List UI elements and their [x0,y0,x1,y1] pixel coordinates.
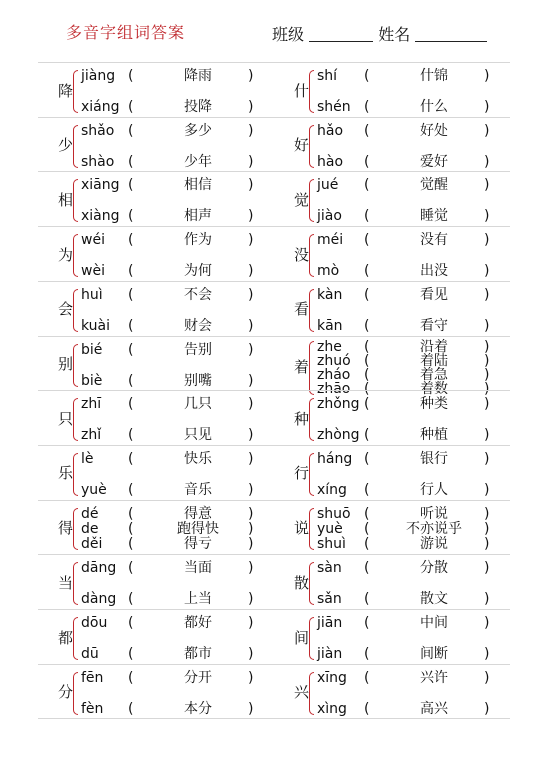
polyphone-character: 什 [294,81,310,100]
close-paren: ) [248,232,254,249]
close-paren: ) [484,646,490,662]
polyphone-character: 觉 [294,190,310,209]
brace-bracket [309,672,314,715]
pinyin-reading: shuō [317,505,351,522]
open-paren: ( [128,700,134,717]
open-paren: ( [364,263,370,280]
close-paren: ) [248,341,254,358]
pinyin-reading: zháo [317,366,351,383]
close-paren: ) [248,615,254,631]
open-paren: ( [128,591,134,608]
pinyin-reading: wèi [81,263,105,280]
row-divider [38,390,510,391]
close-paren: ) [248,481,254,498]
pinyin-reading: zhuó [317,352,351,369]
pinyin-reading: xìng [317,700,347,717]
open-paren: ( [128,153,134,170]
brace-bracket [73,508,78,550]
row-divider [38,62,510,63]
polyphone-character: 得 [58,518,74,537]
example-word: 种植 [420,427,448,444]
close-paren: ) [248,208,254,225]
pinyin-reading: shén [317,99,351,115]
example-word: 看见 [420,286,448,303]
example-word: 少年 [184,153,212,170]
example-word: 什么 [420,99,448,115]
polyphone-entry [38,281,274,336]
pinyin-reading: sàn [317,560,342,577]
open-paren: ( [364,481,370,498]
open-paren: ( [364,208,370,225]
pinyin-reading: dū [81,646,99,662]
close-paren: ) [484,427,490,444]
pinyin-reading: kàn [317,286,343,303]
row-divider [38,718,510,719]
pinyin-reading: bié [81,341,103,358]
close-paren: ) [484,68,490,84]
brace-bracket [309,234,314,277]
pinyin-reading: zhāo [317,380,351,397]
open-paren: ( [128,646,134,662]
polyphone-character: 说 [294,518,310,537]
brace-bracket [73,234,78,277]
example-word: 别嘴 [184,372,212,389]
close-paren: ) [248,535,254,552]
example-word: 跑得快 [177,520,219,537]
brace-bracket [73,289,78,332]
example-word: 财会 [184,317,212,334]
open-paren: ( [128,560,134,577]
pinyin-reading: hào [317,153,344,170]
close-paren: ) [484,505,490,522]
open-paren: ( [364,338,370,355]
close-paren: ) [484,591,490,608]
brace-bracket [73,344,78,387]
pinyin-reading: jiào [317,208,342,225]
brace-bracket [309,341,314,395]
brace-bracket [309,125,314,168]
open-paren: ( [128,286,134,303]
polyphone-entry [274,226,510,281]
polyphone-character: 降 [58,81,74,100]
example-word: 看守 [420,317,448,334]
close-paren: ) [484,535,490,552]
polyphone-character: 看 [294,300,310,319]
open-paren: ( [128,232,134,249]
polyphone-entry [274,117,510,172]
example-word: 相声 [184,208,212,225]
open-paren: ( [364,396,370,413]
row-divider [38,171,510,172]
brace-bracket [309,179,314,222]
close-paren: ) [248,505,254,522]
pinyin-reading: dé [81,505,99,522]
pinyin-reading: xiāng [81,177,120,194]
example-word: 兴许 [420,669,448,686]
close-paren: ) [484,669,490,686]
open-paren: ( [364,535,370,552]
example-word: 上当 [184,591,212,608]
pinyin-reading: yuè [81,481,107,498]
polyphone-character: 没 [294,245,310,264]
polyphone-entry [274,171,510,226]
close-paren: ) [484,450,490,467]
brace-bracket [309,70,314,113]
close-paren: ) [248,153,254,170]
example-word: 爱好 [420,153,448,170]
close-paren: ) [248,591,254,608]
example-word: 觉醒 [420,177,448,194]
pinyin-reading: děi [81,535,103,552]
pinyin-reading: shuì [317,535,346,552]
close-paren: ) [484,122,490,139]
example-word: 不亦说乎 [406,520,462,537]
close-paren: ) [484,615,490,631]
example-word: 音乐 [184,481,212,498]
polyphone-entry [38,390,274,445]
open-paren: ( [128,615,134,631]
pinyin-reading: jué [317,177,339,194]
brace-bracket [309,453,314,496]
polyphone-entry [38,117,274,172]
example-word: 告别 [184,341,212,358]
pinyin-reading: jiàn [317,646,343,662]
pinyin-reading: zhǐ [81,427,102,444]
example-word: 高兴 [420,700,448,717]
brace-bracket [309,562,314,605]
brace-bracket [73,453,78,496]
example-word: 中间 [420,615,448,631]
polyphone-character: 只 [58,409,74,428]
polyphone-character: 为 [58,245,74,264]
example-word: 听说 [420,505,448,522]
close-paren: ) [484,481,490,498]
open-paren: ( [364,286,370,303]
polyphone-character: 当 [58,573,74,592]
close-paren: ) [248,122,254,139]
polyphone-entry [274,390,510,445]
name-label: 姓名 [378,25,411,44]
pinyin-reading: jiān [317,615,343,631]
pinyin-reading: wéi [81,232,105,249]
brace-bracket [73,70,78,113]
open-paren: ( [364,122,370,139]
pinyin-reading: fēn [81,669,104,686]
open-paren: ( [364,560,370,577]
open-paren: ( [128,208,134,225]
example-word: 作为 [184,232,212,249]
name-blank[interactable] [415,27,487,42]
pinyin-reading: kuài [81,317,111,334]
open-paren: ( [128,372,134,389]
open-paren: ( [128,122,134,139]
pinyin-reading: yuè [317,520,343,537]
row-divider [38,226,510,227]
polyphone-entry [38,664,274,719]
close-paren: ) [484,560,490,577]
polyphone-character: 间 [294,628,310,647]
close-paren: ) [248,669,254,686]
close-paren: ) [248,286,254,303]
example-word: 投降 [184,99,212,115]
example-word: 游说 [420,535,448,552]
class-label: 班级 [272,25,305,44]
brace-bracket [73,672,78,715]
example-word: 着陆 [420,352,448,369]
open-paren: ( [364,232,370,249]
close-paren: ) [484,338,490,355]
close-paren: ) [248,372,254,389]
pinyin-reading: méi [317,232,344,249]
brace-bracket [309,508,314,550]
pinyin-reading: shào [81,153,115,170]
polyphone-character: 少 [58,136,74,155]
close-paren: ) [484,352,490,369]
pinyin-reading: xīng [317,669,347,686]
pinyin-reading: zhe [317,338,342,355]
pinyin-reading: dōu [81,615,108,631]
polyphone-entry [274,609,510,664]
brace-bracket [73,562,78,605]
pinyin-reading: shǎo [81,122,115,139]
open-paren: ( [364,317,370,334]
close-paren: ) [484,153,490,170]
polyphone-entry [38,226,274,281]
open-paren: ( [128,263,134,280]
open-paren: ( [128,427,134,444]
open-paren: ( [128,396,134,413]
example-word: 当面 [184,560,212,577]
polyphone-entry [38,336,274,391]
polyphone-character: 相 [58,190,74,209]
example-word: 分开 [184,669,212,686]
page-title: 多音字组词答案 [66,23,186,42]
polyphone-entry [274,336,510,397]
open-paren: ( [364,669,370,686]
open-paren: ( [364,700,370,717]
close-paren: ) [484,396,490,413]
open-paren: ( [364,153,370,170]
open-paren: ( [128,505,134,522]
close-paren: ) [484,520,490,537]
row-divider [38,664,510,665]
pinyin-reading: huì [81,286,103,303]
example-word: 间断 [420,646,448,662]
close-paren: ) [484,700,490,717]
open-paren: ( [364,427,370,444]
brace-bracket [309,289,314,332]
example-word: 行人 [420,481,448,498]
example-word: 着急 [420,366,448,383]
close-paren: ) [484,99,490,115]
close-paren: ) [248,396,254,413]
example-word: 几只 [184,396,212,413]
example-word: 降雨 [184,68,212,84]
close-paren: ) [484,366,490,383]
polyphone-entry [274,664,510,719]
example-word: 种类 [420,396,448,413]
example-word: 银行 [420,450,448,467]
pinyin-reading: de [81,520,99,537]
open-paren: ( [364,591,370,608]
close-paren: ) [484,317,490,334]
open-paren: ( [128,99,134,115]
example-word: 本分 [184,700,212,717]
polyphone-entry [38,609,274,664]
open-paren: ( [128,450,134,467]
polyphone-character: 乐 [58,464,74,483]
pinyin-reading: sǎn [317,591,342,608]
pinyin-reading: kān [317,317,343,334]
open-paren: ( [364,520,370,537]
class-blank[interactable] [309,27,373,42]
example-word: 着数 [420,380,448,397]
open-paren: ( [364,505,370,522]
polyphone-character: 会 [58,300,74,319]
polyphone-entry [38,500,274,555]
row-divider [38,609,510,610]
polyphone-character: 种 [294,409,310,428]
polyphone-entry [38,171,274,226]
pinyin-reading: hǎo [317,122,344,139]
open-paren: ( [128,669,134,686]
close-paren: ) [248,68,254,84]
pinyin-reading: mò [317,263,340,280]
row-divider [38,500,510,501]
open-paren: ( [128,177,134,194]
row-divider [38,445,510,446]
close-paren: ) [248,427,254,444]
example-word: 为何 [184,263,212,280]
polyphone-character: 好 [294,136,310,155]
open-paren: ( [128,68,134,84]
example-word: 只见 [184,427,212,444]
example-word: 睡觉 [420,208,448,225]
pinyin-reading: dàng [81,591,117,608]
example-word: 散文 [420,591,448,608]
row-divider [38,117,510,118]
pinyin-reading: xiàng [81,208,120,225]
open-paren: ( [128,317,134,334]
pinyin-reading: jiàng [81,68,116,84]
row-divider [38,281,510,282]
example-word: 得意 [184,505,212,522]
polyphone-entry [38,62,274,117]
pinyin-reading: biè [81,372,103,389]
open-paren: ( [128,535,134,552]
example-word: 都好 [184,615,212,631]
polyphone-entry [274,62,510,117]
close-paren: ) [484,177,490,194]
example-word: 分散 [420,560,448,577]
close-paren: ) [248,700,254,717]
example-word: 都市 [184,646,212,662]
pinyin-reading: zhǒng [317,396,360,413]
polyphone-entry [38,445,274,500]
open-paren: ( [364,646,370,662]
polyphone-character: 兴 [294,683,310,702]
open-paren: ( [364,99,370,115]
example-word: 好处 [420,122,448,139]
example-word: 不会 [184,286,212,303]
close-paren: ) [248,520,254,537]
close-paren: ) [484,263,490,280]
polyphone-character: 散 [294,573,310,592]
example-word: 多少 [184,122,212,139]
pinyin-reading: dāng [81,560,117,577]
close-paren: ) [248,177,254,194]
open-paren: ( [364,366,370,383]
close-paren: ) [484,286,490,303]
brace-bracket [73,398,78,441]
close-paren: ) [248,560,254,577]
polyphone-entry [38,554,274,609]
brace-bracket [73,179,78,222]
polyphone-entry [274,281,510,336]
close-paren: ) [248,99,254,115]
example-word: 出没 [420,263,448,280]
brace-bracket [73,617,78,660]
polyphone-character: 都 [58,628,74,647]
open-paren: ( [128,481,134,498]
row-divider [38,554,510,555]
pinyin-reading: zhī [81,396,102,413]
polyphone-entry [274,500,510,555]
open-paren: ( [364,352,370,369]
example-word: 得亏 [184,535,212,552]
polyphone-character: 分 [58,683,74,702]
pinyin-reading: shí [317,68,338,84]
polyphone-entry [274,445,510,500]
close-paren: ) [484,232,490,249]
pinyin-reading: xiáng [81,99,120,115]
pinyin-reading: lè [81,450,94,467]
brace-bracket [73,125,78,168]
pinyin-reading: fèn [81,700,104,717]
open-paren: ( [364,615,370,631]
close-paren: ) [248,263,254,280]
name-class-fields [272,22,487,45]
polyphone-character: 着 [294,357,310,376]
pinyin-reading: háng [317,450,353,467]
polyphone-entry [274,554,510,609]
brace-bracket [309,617,314,660]
open-paren: ( [364,450,370,467]
example-word: 什锦 [420,68,448,84]
open-paren: ( [364,380,370,397]
open-paren: ( [364,177,370,194]
close-paren: ) [484,208,490,225]
pinyin-reading: zhòng [317,427,360,444]
open-paren: ( [364,68,370,84]
close-paren: ) [248,450,254,467]
close-paren: ) [248,317,254,334]
polyphone-character: 行 [294,464,310,483]
open-paren: ( [128,520,134,537]
polyphone-character: 别 [58,355,74,373]
open-paren: ( [128,341,134,358]
pinyin-reading: xíng [317,481,347,498]
example-word: 相信 [184,177,212,194]
example-word: 没有 [420,232,448,249]
example-word: 快乐 [184,450,212,467]
row-divider [38,336,510,337]
close-paren: ) [484,380,490,397]
example-word: 沿着 [420,338,448,355]
close-paren: ) [248,646,254,662]
brace-bracket [309,398,314,441]
